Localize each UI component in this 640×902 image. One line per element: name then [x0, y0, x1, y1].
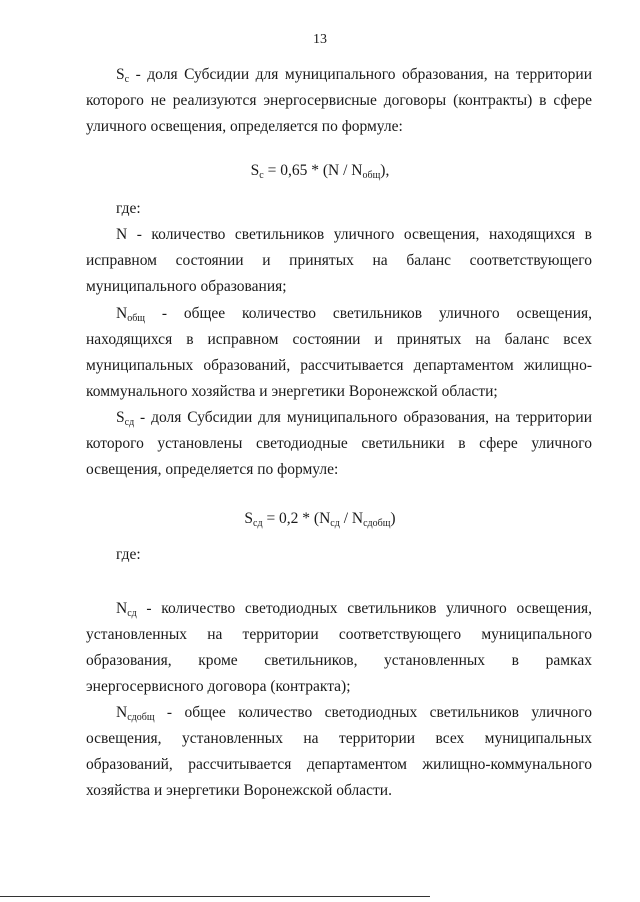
where-label: где:: [116, 546, 141, 563]
paragraph-text: - общее количество светильников уличного освещения, находящихся в исправном состоянии и принятых на баланс всех муниципальных образований, рассчитывается департаментом жилищно-коммунального хозяйства и энергетики Воронежской области;: [86, 305, 592, 400]
paragraph-ssd-definition: $S_{сд}$ - доля Субсидии для муниципального образования, на территории которого установлены светодиодные светильники в сфере уличного освещения, определяется по формуле:: [86, 409, 592, 478]
paragraph-nobsh-definition: $N_{общ}$ - общее количество светильников уличного освещения, находящихся в исправном состоянии и принятых на баланс всех муниципальных образований, рассчитывается департаментом жилищно-коммунального хозяйства и энергетики Воронежской области;: [86, 305, 592, 400]
page-number: 13: [313, 32, 327, 47]
formula-sc: $S_c = 0,65 * (N / N_{общ})$,: [250, 162, 390, 181]
var-subscript: c: [124, 74, 130, 85]
where-label: где:: [116, 200, 141, 217]
var-s: S: [116, 66, 125, 83]
paragraph-text: - количество светодиодных светильников уличного освещения, установленных на территории соответствующего муниципального образования, кроме светильников, установленных в рамках энергосервисного договора (контракта);: [86, 600, 592, 695]
paragraph-text: - доля Субсидии для муниципального образования, на территории которого не реализуются энергосервисные договоры (контракты) в сфере уличного освещения, определяется по формуле:: [86, 66, 592, 135]
paragraph-nsd-definition: $N_{сд}$ - количество светодиодных светильников уличного освещения, установленных на территории соответствующего муниципального образования, кроме светильников, установленных в рамках энергосервисного договора (контракта);: [86, 600, 592, 695]
paragraph-nsdobsh-definition: $N_{сдобщ}$ - общее количество светодиодных светильников уличного освещения, установленных на территории всех муниципальных образований, рассчитывается департаментом жилищно-коммунального хозяйства и энергетики Воронежской области.: [86, 704, 592, 799]
formula-ssd: $S_{сд} = 0,2 * (N_{сд} / N_{сдобщ})$: [244, 510, 396, 529]
footer-divider: [0, 896, 430, 897]
paragraph-text: - доля Субсидии для муниципального образования, на территории которого установлены светодиодные светильники в сфере уличного освещения, определяется по формуле:: [86, 409, 592, 478]
paragraph-text: - общее количество светодиодных светильников уличного освещения, установленных на территории всех муниципальных образований, рассчитывается департаментом жилищно-коммунального хозяйства и энергетики Воронежской области.: [86, 704, 592, 799]
paragraph-n-definition: [86, 222, 592, 300]
paragraph-text: N - количество светильников уличного освещения, находящихся в исправном состоянии и принятых на баланс соответствующего муниципального образования;: [86, 226, 592, 295]
paragraph-sc-definition: [86, 62, 592, 140]
